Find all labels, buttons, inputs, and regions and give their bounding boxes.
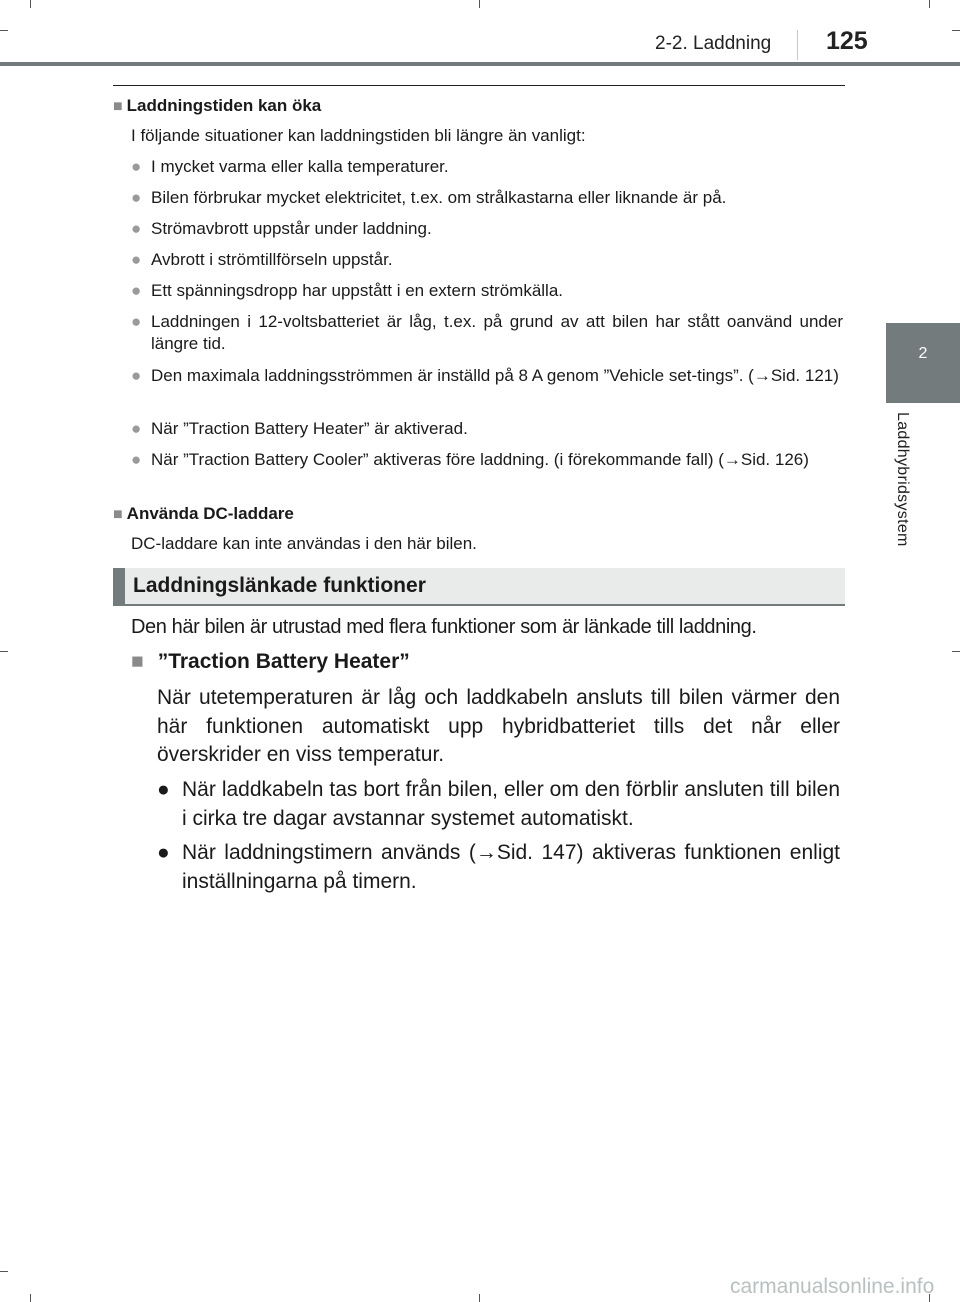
square-marker-icon: ■ [113, 98, 123, 115]
charging-time-intro: I följande situationer kan laddningstiden bli längre än vanligt: [131, 126, 586, 145]
list-item-text: Bilen förbrukar mycket elektricitet, t.ex. om strålkastarna eller liknande är på. [151, 188, 727, 207]
bullet-icon: ● [131, 366, 142, 385]
list-item [131, 365, 843, 387]
list-item-text: Laddningen i 12-voltsbatteriet är låg, t.ex. på grund av att bilen har stått oanvänd under längre tid. [151, 312, 843, 353]
crop-mark [0, 1271, 8, 1272]
crop-mark [479, 0, 480, 8]
page-number: 125 [826, 27, 868, 55]
crop-mark [0, 30, 8, 31]
list-item-text: När laddningstimern används (→Sid. 147) aktiveras funktionen enligt inställningarna på timern. [182, 841, 840, 893]
section-accent [113, 568, 125, 604]
list-item [131, 311, 843, 355]
list-item-text: Ett spänningsdropp har uppstått i en extern strömkälla. [151, 281, 564, 300]
bullet-icon: ● [131, 312, 142, 331]
heading-text: Laddningstiden kan öka [126, 96, 322, 115]
list-item [131, 249, 843, 271]
bullet-icon: ● [131, 219, 142, 238]
dc-charger-text: DC-laddare kan inte användas i den här bilen. [131, 534, 477, 553]
content-top-rule [113, 85, 845, 86]
list-item-text: I mycket varma eller kalla temperaturer. [151, 157, 449, 176]
list-item-text: När ”Traction Battery Cooler” aktiveras före laddning. (i förekommande fall) (→Sid. 126) [151, 450, 809, 469]
square-marker-icon: ■ [131, 650, 144, 673]
list-item [157, 838, 840, 896]
heater-description: När utetemperaturen är låg och laddkabeln ansluts till bilen värmer den här funktionen automatiskt upp hybridbatteriet tills det når eller överskrider en viss temperatur. [157, 686, 840, 766]
square-marker-icon: ■ [113, 506, 123, 523]
heading-dc-charger [113, 504, 294, 524]
crop-mark [952, 651, 960, 652]
list-item [131, 187, 843, 209]
bullet-icon: ● [131, 281, 142, 300]
section-title-bar [113, 568, 845, 606]
subheading-text: ”Traction Battery Heater” [157, 650, 410, 673]
heading-text: Använda DC-laddare [126, 504, 294, 523]
list-item-text: Den maximala laddningsströmmen är inställd på 8 A genom ”Vehicle set-tings”. (→Sid. 121) [151, 366, 839, 385]
crop-mark [0, 651, 8, 652]
list-item [131, 156, 843, 178]
list-item-text: När laddkabeln tas bort från bilen, eller om den förblir ansluten till bilen i cirka tre dagar avstannar systemet automatiskt. [182, 778, 840, 830]
bullet-icon: ● [131, 450, 142, 469]
list-item [131, 280, 843, 302]
bullet-icon: ● [157, 778, 170, 801]
chapter-tab [886, 323, 960, 403]
chapter-number: 2 [918, 345, 928, 362]
crop-mark [952, 30, 960, 31]
heading-charging-time [113, 96, 321, 116]
list-item [131, 418, 843, 440]
bullet-icon: ● [157, 841, 170, 864]
list-item-text: Strömavbrott uppstår under laddning. [151, 219, 432, 238]
list-item-text: När ”Traction Battery Heater” är aktiverad. [151, 419, 468, 438]
crop-mark [30, 0, 31, 8]
bullet-icon: ● [131, 419, 142, 438]
bullet-icon: ● [131, 188, 142, 207]
bullet-icon: ● [131, 250, 142, 269]
section-title: Laddningslänkade funktioner [133, 574, 426, 597]
watermark: carmanualsonline.info [730, 1275, 935, 1298]
list-item [131, 218, 843, 240]
running-header-section: 2-2. Laddning [655, 33, 772, 54]
list-item [157, 775, 840, 833]
header-rule [0, 62, 960, 66]
bullet-icon: ● [131, 157, 142, 176]
subheading-traction-battery-heater [131, 650, 410, 674]
crop-mark [479, 1294, 480, 1302]
crop-mark [30, 1294, 31, 1302]
header-divider [797, 30, 798, 60]
crop-mark [929, 0, 930, 8]
list-item-text: Avbrott i strömtillförseln uppstår. [151, 250, 393, 269]
list-item [131, 449, 843, 471]
chapter-label: Laddhybridsystem [894, 412, 911, 547]
section-intro: Den här bilen är utrustad med flera funktioner som är länkade till laddning. [131, 616, 757, 638]
